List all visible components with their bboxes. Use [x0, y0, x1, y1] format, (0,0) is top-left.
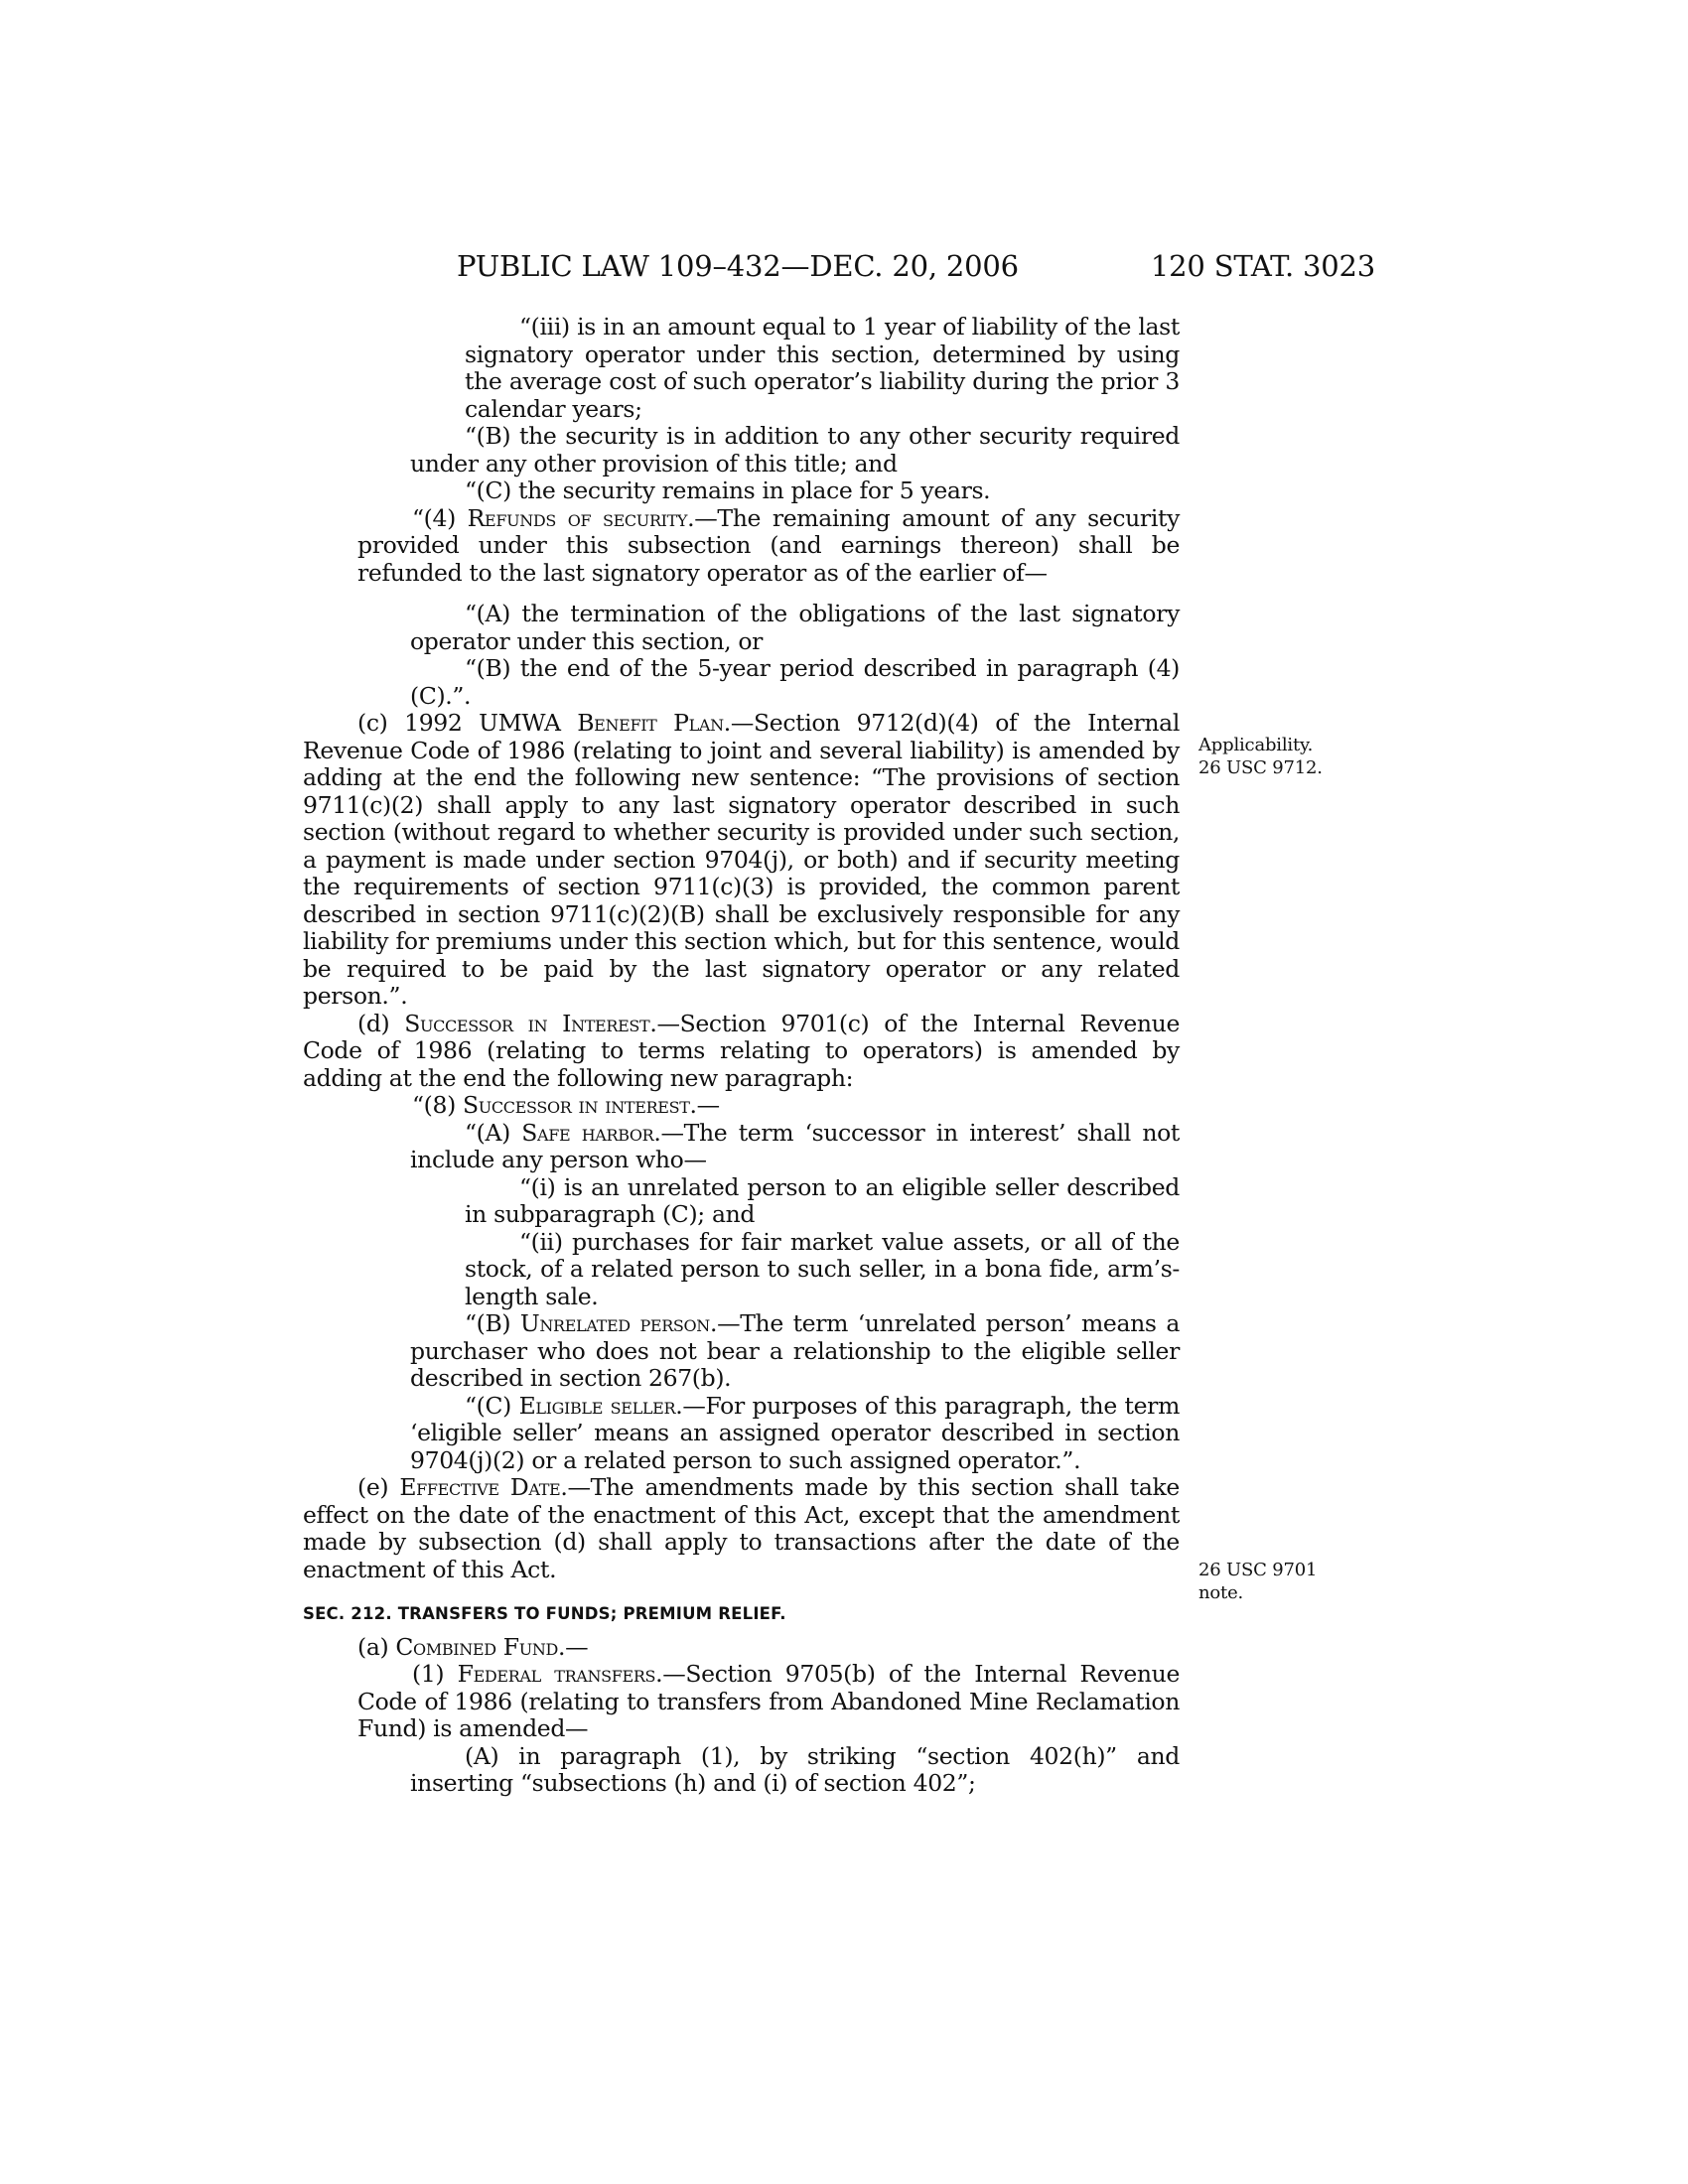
federal-transfers-heading: Federal transfers.	[457, 1660, 663, 1688]
clause-ii-purchases: “(ii) purchases for fair market value assets, or all of the stock, of a related person to such seller, in a bona fide, arm’s-length sale.	[465, 1227, 1180, 1310]
subsection-a-combined-fund	[303, 1634, 1180, 1662]
combined-fund-text: —	[565, 1632, 589, 1661]
unrelated-person-heading: Unrelated person.	[519, 1309, 718, 1337]
subparagraph-a-termination: “(A) the termination of the obligations of the last signatory operator under this section, or	[410, 600, 1180, 655]
unrelated-person-text: —The term ‘unrelated person’ means a purchaser who does not bear a relationship to the eligible seller described in section 267(b).	[410, 1309, 1180, 1392]
header-law-citation: PUBLIC LAW 109–432—DEC. 20, 2006	[457, 249, 1019, 283]
subsection-e	[303, 1474, 1180, 1583]
paragraph-8-heading: Successor in interest.	[463, 1091, 697, 1119]
paragraph-1-federal-transfers	[303, 1661, 1180, 1743]
paragraph-4-text: —The remaining amount of any security provided under this subsection (and earnings thereon) shall be refunded to the last signatory operator as of the earlier of—	[357, 503, 1180, 587]
paragraph-4	[303, 505, 1180, 588]
subsection-c-lead: (c) 1992	[357, 709, 480, 737]
clause-i-unrelated: “(i) is an unrelated person to an eligible seller described in subparagraph (C); and	[465, 1172, 1180, 1228]
paragraph-8-lead: “(8)	[412, 1091, 464, 1119]
clause-iii: “(iii) is in an amount equal to 1 year of liability of the last signatory operator under this section, determined by using the average cost of such operator’s liability during the prior 3 calendar years;	[465, 313, 1180, 423]
combined-fund-lead: (a)	[357, 1632, 396, 1661]
paragraph-8	[303, 1092, 1180, 1120]
safe-harbor-heading: Safe harbor.	[521, 1118, 661, 1147]
safe-harbor-lead: “(A)	[465, 1118, 522, 1147]
subsection-c	[303, 710, 1180, 1011]
eligible-seller-heading: Eligible seller.	[518, 1391, 683, 1420]
section-212-heading: SEC. 212. TRANSFERS TO FUNDS; PREMIUM RELIEF.	[303, 1604, 786, 1623]
subsection-c-text: —Section 9712(d)(4) of the Internal Revenue Code of 1986 (relating to joint and several liability) is amended by adding at the end the following new sentence: “The provisions of section 9711(c)(2) shall apply to any last signatory operator described in such section (without regard to whether security is provided under such section, a payment is made under section 9704(j), or both) and if security meeting the requirements of section 9711(c)(3) is provided, the common parent described in section 9711(c)(2)(B) shall be exclusively responsible for any liability for premiums under this section which, but for this sentence, would be required to be paid by the last signatory operator or any related person.”.	[303, 709, 1181, 1010]
subparagraph-b-unrelated-person	[303, 1310, 1180, 1393]
combined-fund-heading: Combined Fund.	[395, 1632, 566, 1661]
paragraph-4-heading: “(4) Refunds of security.	[412, 503, 695, 532]
federal-transfers-text: —Section 9705(b) of the Internal Revenue Code of 1986 (relating to transfers from Abandoned Mine Reclamation Fund) is amended—	[357, 1660, 1181, 1742]
eligible-seller-text: —For purposes of this paragraph, the term ‘eligible seller’ means an assigned operator described in section 9704(j)(2) or a related person to such assigned operator.”.	[410, 1391, 1181, 1474]
subsection-d-heading: Successor in Interest.	[404, 1009, 657, 1037]
subparagraph-a-striking: (A) in paragraph (1), by striking “section 402(h)” and inserting “subsections (h) and (i) of section 402”;	[410, 1741, 1180, 1797]
paragraph-8-text: —	[696, 1091, 720, 1119]
subsection-d-lead: (d)	[357, 1009, 405, 1037]
subparagraph-a-safe-harbor	[303, 1120, 1180, 1174]
subparagraph-c: “(C) the security remains in place for 5 years.	[465, 477, 991, 504]
margin-note-applicability: Applicability.	[1198, 735, 1314, 755]
subsection-c-heading: UMWA Benefit Plan.	[479, 709, 731, 737]
subparagraph-c-eligible-seller	[303, 1393, 1180, 1475]
subparagraph-b: “(B) the security is in addition to any other security required under any other provision of this title; and	[410, 422, 1180, 478]
eligible-seller-lead: “(C)	[465, 1391, 519, 1420]
margin-note-usc-9712: 26 USC 9712.	[1198, 757, 1323, 778]
unrelated-person-lead: “(B)	[465, 1309, 520, 1337]
document-body	[303, 314, 1180, 1798]
safe-harbor-text: —The term ‘successor in interest’ shall not include any person who—	[410, 1118, 1180, 1173]
running-header	[298, 246, 1375, 286]
subsection-d-text: —Section 9701(c) of the Internal Revenue Code of 1986 (relating to terms relating to operators) is amended by adding at the end the following new paragraph:	[303, 1009, 1180, 1092]
subsection-e-text: —The amendments made by this section shall take effect on the date of the enactment of this Act, except that the amendment made by subsection (d) shall apply to transactions after the date of the enactment of this Act.	[303, 1473, 1180, 1583]
federal-transfers-lead: (1)	[412, 1660, 458, 1688]
subsection-e-lead: (e)	[357, 1473, 400, 1501]
header-stat-page: 120 STAT. 3023	[1150, 249, 1375, 283]
margin-note-note: note.	[1198, 1582, 1244, 1603]
subparagraph-b-period: “(B) the end of the 5-year period described in paragraph (4)(C).”.	[410, 654, 1180, 710]
subsection-d	[303, 1011, 1180, 1093]
margin-note-usc-9701: 26 USC 9701	[1198, 1560, 1318, 1580]
subsection-e-heading: Effective Date.	[399, 1473, 568, 1501]
